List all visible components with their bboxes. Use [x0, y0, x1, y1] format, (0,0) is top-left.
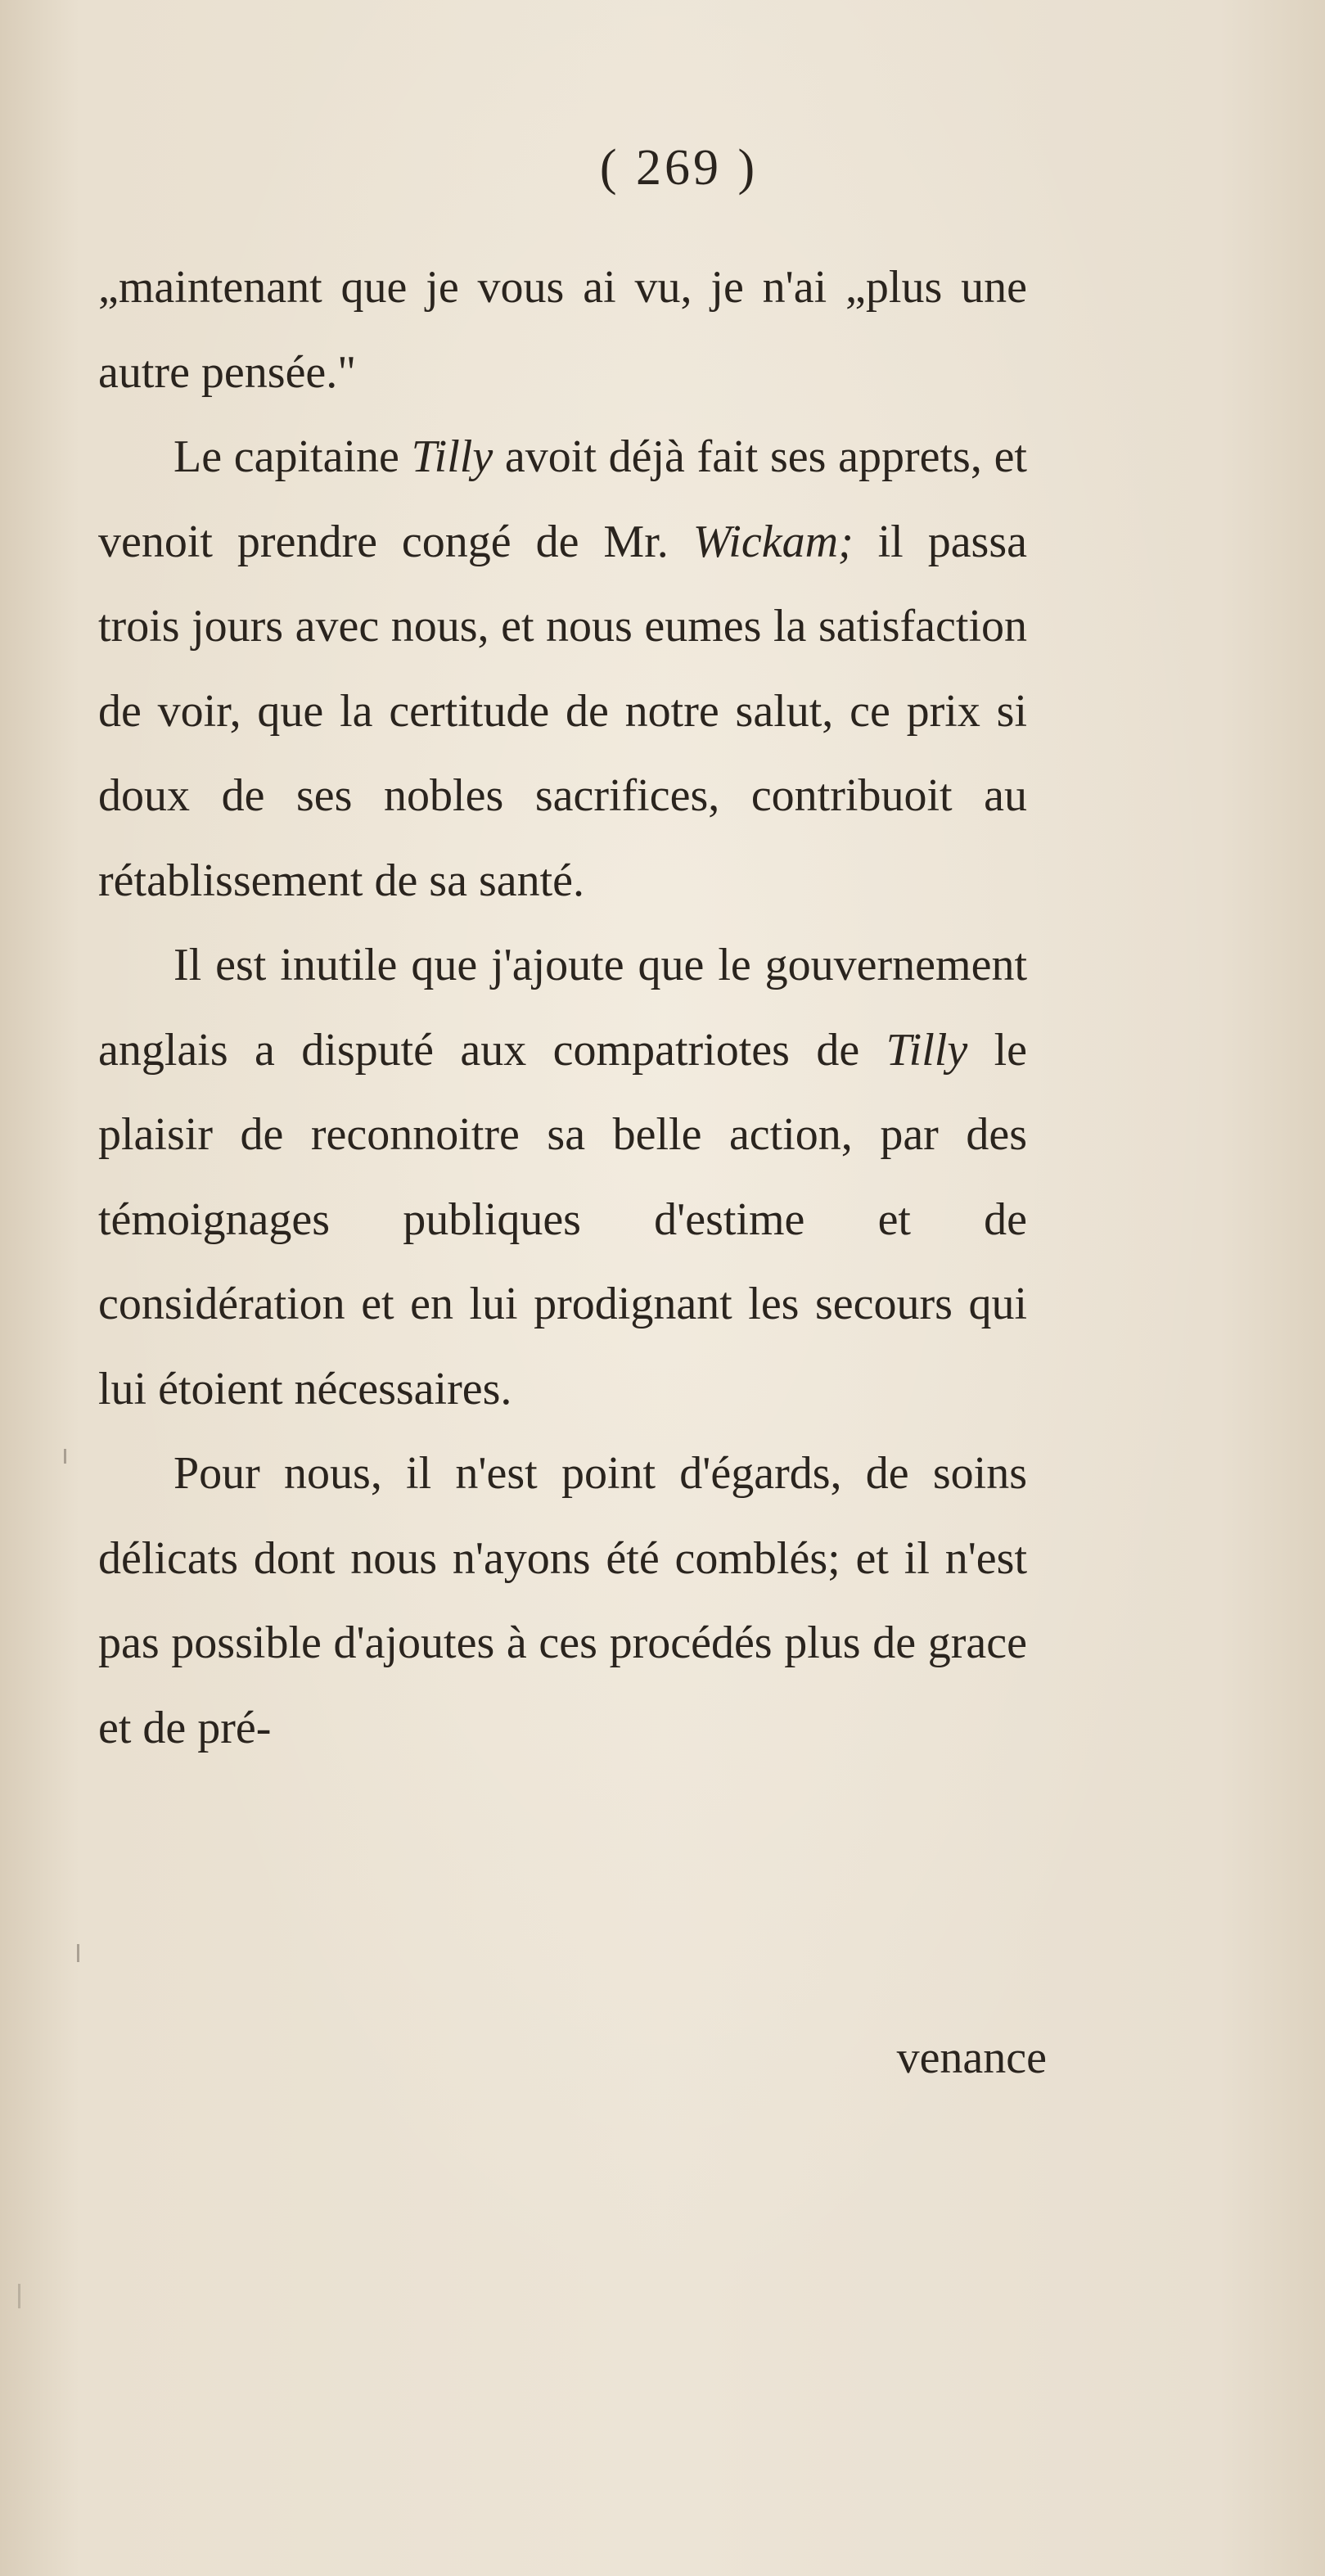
page-number: ( 269 ): [599, 140, 759, 196]
catchword: venance: [896, 2032, 1047, 2083]
text-span: Pour nous, il n'est point d'égards, de soins délicats dont nous n'ayons été comblés; et il n'est pas possible d'ajoutes à ces procédés plus de grace et de pré-: [98, 1448, 1027, 1753]
body-text: [98, 246, 1027, 1771]
paper-speck: [18, 2284, 20, 2308]
text-span: avoit déjà fait ses apprets, et venoit prendre congé de Mr.: [98, 431, 1027, 567]
text-span: Le capitaine: [174, 431, 412, 482]
name-tilly: Tilly: [411, 431, 493, 482]
paragraph-1: [98, 246, 1027, 415]
text-span: Il est inutile que j'ajoute que le gouvernement anglais a disputé aux compatriotes de: [98, 940, 1027, 1076]
paper-speck: [77, 1944, 79, 1962]
text-span: il passa trois jours avec nous, et nous eumes la satisfaction de voir, que la certitude de notre salut, ce prix si doux de ses nobles sacrifices, contribuoit au rétablissement de sa santé.: [98, 516, 1027, 906]
paper-speck: [64, 1449, 66, 1464]
name-wickam: Wickam;: [692, 516, 854, 567]
text-span: „maintenant que je vous ai vu, je n'ai „plus une autre pensée.": [98, 262, 1027, 398]
paragraph-2: [98, 415, 1027, 923]
paragraph-4: [98, 1432, 1027, 1771]
paragraph-3: [98, 923, 1027, 1432]
text-span: le plaisir de reconnoitre sa belle action, par des témoignages publiques d'estime et de considération et en lui prodignant les secours qui lui étoient nécessaires.: [98, 1024, 1027, 1414]
name-tilly: Tilly: [886, 1024, 968, 1076]
